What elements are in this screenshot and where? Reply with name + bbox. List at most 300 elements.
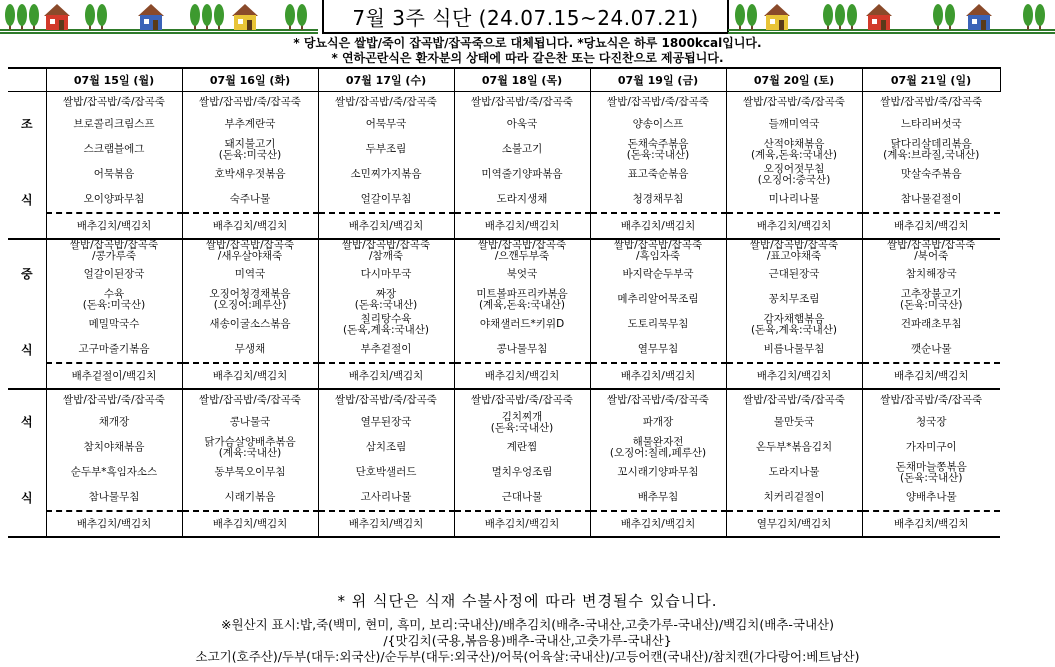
change-notice: * 위 식단은 식재 수불사정에 따라 변경될수 있습니다. — [337, 592, 718, 610]
dish-origin: (돈육:미국산) — [82, 298, 146, 311]
kimchi-item: 배추김치/백김치 — [454, 511, 590, 537]
menu-item — [454, 262, 590, 287]
kimchi-item: 배추김치/백김치 — [46, 511, 182, 537]
menu-item — [726, 92, 862, 113]
dish-name: 멸치우엉조림 — [491, 466, 553, 478]
dish-name: 채개장 — [98, 416, 130, 428]
weekly-menu-table — [8, 67, 1001, 538]
house-icon — [140, 15, 162, 30]
dish-name: 김치찌개 — [501, 410, 543, 423]
house-icon — [868, 15, 890, 30]
dish-origin: (돈육:국내산) — [626, 148, 690, 161]
meal-label: 중 — [8, 262, 46, 287]
tree-icon — [1023, 4, 1033, 26]
dish-name: 스크램블에그 — [83, 143, 145, 155]
origin-line: ※원산지 표시:밥,죽(백미, 현미, 흑미, 보리:국내산)/배추김치(배추-국내산,고춧가루-국내산)/백김치(배추-국내산) — [220, 617, 835, 632]
tree-icon — [945, 4, 955, 26]
meal-label — [8, 162, 46, 187]
dish-name: 양송이스프 — [632, 118, 684, 130]
menu-item — [862, 460, 1000, 485]
village-decoration-left — [0, 0, 318, 36]
dish-name: 도토리묵무침 — [627, 318, 689, 330]
kimchi-item: 배추김치/백김치 — [318, 363, 454, 389]
dish-name: 쌀밥/잡곡밥/잡곡죽 — [749, 239, 839, 251]
dish-origin: (오징어:중국산) — [757, 173, 831, 186]
dish-name: 소불고기 — [501, 143, 543, 155]
dish-name: 열무된장국 — [360, 416, 412, 428]
dish-name: 꽁치무조림 — [768, 293, 820, 305]
dish-origin: (계육,돈육:국내산) — [750, 148, 838, 161]
dish-name: 쌀밥/잡곡밥/잡곡죽 — [613, 239, 703, 251]
dish-name: 숙주나물 — [229, 193, 271, 205]
menu-item — [46, 287, 182, 312]
note-diabetic: * 당뇨식은 쌀밥/죽이 잡곡밥/잡곡죽으로 대체됩니다. *당뇨식은 하루 1800kcal입니다. — [293, 36, 762, 50]
dish-name: 고추장불고기 — [900, 287, 962, 300]
dish-name: 계란찜 — [506, 441, 538, 453]
menu-item — [862, 92, 1000, 113]
menu-item — [862, 162, 1000, 187]
dish-name: 양배추나물 — [905, 491, 957, 503]
dish-name: 브로콜리크림스프 — [73, 118, 155, 130]
menu-item — [862, 312, 1000, 337]
dish-name: 고사리나물 — [360, 491, 412, 503]
dish-origin: /참깨죽 — [369, 250, 403, 262]
dish-name: 미나리나물 — [768, 193, 820, 205]
menu-item — [726, 337, 862, 363]
menu-item — [318, 137, 454, 162]
menu-item — [182, 435, 318, 460]
menu-item — [318, 435, 454, 460]
dish-name: 쌀밥/잡곡밥/죽/잡곡죽 — [471, 95, 573, 108]
menu-item — [590, 187, 726, 213]
menu-item — [726, 162, 862, 187]
dish-name: 야채샐러드*키위D — [479, 318, 565, 330]
tree-icon — [190, 4, 200, 26]
dish-origin: (돈육,계육:국내산) — [750, 323, 838, 336]
page-title: 7월 3주 식단 (24.07.15~24.07.21) — [322, 0, 729, 34]
menu-item — [46, 410, 182, 435]
dish-origin: /으깬두부죽 — [494, 250, 550, 262]
menu-item — [318, 92, 454, 113]
menu-item — [318, 337, 454, 363]
menu-row — [8, 460, 1000, 485]
meal-label — [8, 287, 46, 312]
menu-item — [318, 112, 454, 137]
menu-row — [8, 312, 1000, 337]
kimchi-item: 배추김치/백김치 — [46, 213, 182, 239]
kimchi-item: 배추김치/백김치 — [726, 363, 862, 389]
dish-name: 참나물무침 — [88, 491, 140, 503]
dish-name: 쌀밥/잡곡밥/죽/잡곡죽 — [880, 95, 983, 108]
menu-item — [46, 162, 182, 187]
dish-origin: (계육:브라질,국내산) — [883, 148, 980, 161]
menu-item — [182, 162, 318, 187]
tree-icon — [214, 4, 224, 26]
menu-item — [590, 460, 726, 485]
meal-label — [8, 137, 46, 162]
day-header: 07월 18일 (목) — [454, 68, 590, 92]
menu-item — [726, 485, 862, 511]
dish-origin: /콩가루죽 — [91, 250, 137, 262]
menu-item — [590, 435, 726, 460]
dish-name: 미역국 — [234, 268, 266, 280]
dish-name: 쌀밥/잡곡밥/죽/잡곡죽 — [743, 95, 845, 108]
dish-name: 단호박샐러드 — [355, 466, 417, 478]
dish-name: 쌀밥/잡곡밥/죽/잡곡죽 — [199, 95, 301, 108]
menu-item — [454, 460, 590, 485]
tree-icon — [29, 4, 39, 26]
menu-item — [318, 312, 454, 337]
menu-item — [46, 460, 182, 485]
dish-name: 동부묵오이무침 — [214, 466, 286, 478]
dish-origin: (돈육:국내산) — [900, 471, 963, 484]
meal-label — [8, 239, 46, 262]
dish-name: 꼬시래기양파무침 — [617, 466, 699, 478]
dish-name: 쌀밥/잡곡밥/죽/잡곡죽 — [63, 393, 165, 406]
tree-icon — [202, 4, 212, 26]
dish-name: 다시마무국 — [360, 268, 412, 280]
menu-row — [8, 112, 1000, 137]
dish-origin: /새우살야채죽 — [217, 250, 283, 262]
dish-name: 근대나물 — [501, 491, 543, 503]
dish-name: 청경채무침 — [632, 193, 684, 205]
kimchi-row — [8, 511, 1000, 537]
menu-row — [8, 485, 1000, 511]
menu-item — [46, 337, 182, 363]
menu-item — [726, 460, 862, 485]
header — [0, 0, 1055, 36]
menu-item — [318, 410, 454, 435]
menu-item — [182, 137, 318, 162]
menu-item — [590, 312, 726, 337]
menu-item — [46, 92, 182, 113]
menu-item — [318, 389, 454, 410]
meal-label: 식 — [8, 337, 46, 363]
kimchi-item: 배추김치/백김치 — [454, 363, 590, 389]
tree-icon — [297, 4, 307, 26]
dish-name: 쌀밥/잡곡밥/죽/잡곡죽 — [335, 95, 437, 108]
house-icon — [234, 15, 256, 30]
menu-item — [182, 485, 318, 511]
tree-icon — [5, 4, 15, 26]
menu-item — [862, 485, 1000, 511]
notes — [0, 36, 1055, 66]
dish-origin: (오징어:페루산) — [213, 298, 287, 311]
kimchi-item: 배추김치/백김치 — [726, 213, 862, 239]
day-header: 07월 15일 (월) — [46, 68, 182, 92]
dish-name: 두부조림 — [365, 143, 407, 155]
dish-name: 깻순나물 — [910, 343, 952, 355]
dish-name: 느타리버섯국 — [900, 118, 962, 130]
menu-item — [182, 92, 318, 113]
dish-origin: (돈육:국내산) — [354, 298, 418, 311]
menu-item — [726, 312, 862, 337]
kimchi-item: 배추김치/백김치 — [182, 511, 318, 537]
menu-item — [590, 337, 726, 363]
dish-name: 도라지생채 — [496, 193, 548, 205]
menu-row — [8, 137, 1000, 162]
menu-item — [318, 262, 454, 287]
menu-row — [8, 239, 1000, 262]
menu-item — [862, 337, 1000, 363]
house-icon — [766, 15, 788, 30]
menu-item — [454, 389, 590, 410]
dish-name: 쌀밥/잡곡밥/죽/잡곡죽 — [471, 393, 573, 406]
day-header: 07월 16일 (화) — [182, 68, 318, 92]
meal-label — [8, 363, 46, 389]
dish-name: 비름나물무침 — [763, 343, 825, 355]
day-header-row — [8, 68, 1000, 92]
meal-label: 식 — [8, 485, 46, 511]
dish-name: 해물완자전 — [632, 435, 684, 448]
dish-name: 메추리알어묵조림 — [617, 293, 699, 305]
menu-item — [862, 187, 1000, 213]
menu-item — [454, 92, 590, 113]
menu-row — [8, 187, 1000, 213]
kimchi-item: 배추김치/백김치 — [862, 363, 1000, 389]
menu-item — [590, 92, 726, 113]
dish-name: 청국장 — [916, 416, 947, 428]
menu-item — [318, 162, 454, 187]
dish-name: 온두부*볶음김치 — [755, 441, 833, 453]
menu-item — [454, 239, 590, 262]
menu-row — [8, 262, 1000, 287]
meal-label: 식 — [8, 187, 46, 213]
menu-item — [46, 187, 182, 213]
dish-name: 삼치조림 — [365, 441, 407, 453]
dish-origin: /흑임자죽 — [635, 250, 681, 262]
dish-name: 오이양파무침 — [83, 193, 145, 205]
dish-name: 물만둣국 — [773, 416, 815, 428]
dish-name: 쌀밥/잡곡밥/죽/잡곡죽 — [880, 393, 983, 406]
menu-item — [182, 112, 318, 137]
dish-name: 참치야채볶음 — [83, 441, 145, 453]
dish-name: 호박새우젓볶음 — [214, 168, 286, 180]
tree-icon — [835, 4, 845, 26]
dish-name: 시래기볶음 — [224, 491, 276, 503]
menu-item — [182, 312, 318, 337]
dish-name: 감자채햄볶음 — [763, 312, 825, 325]
menu-body — [8, 92, 1000, 538]
dish-name: 맛살숙주볶음 — [900, 168, 962, 180]
dish-name: 쌀밥/잡곡밥/죽/잡곡죽 — [607, 393, 709, 406]
menu-item — [46, 112, 182, 137]
dish-name: 무생채 — [234, 343, 266, 355]
kimchi-item: 배추김치/백김치 — [182, 213, 318, 239]
menu-item — [862, 137, 1000, 162]
dish-name: 돈채마늘쫑볶음 — [895, 460, 967, 473]
meal-label — [8, 389, 46, 410]
tree-icon — [97, 4, 107, 26]
dish-name: 순두부*흑임자소스 — [70, 466, 158, 478]
dish-origin: (오징어:칠레,페루산) — [609, 446, 707, 459]
menu-item — [590, 287, 726, 312]
dish-name: 참나물겉절이 — [900, 193, 962, 205]
menu-item — [318, 287, 454, 312]
menu-item — [182, 410, 318, 435]
menu-row — [8, 410, 1000, 435]
dish-name: 쌀밥/잡곡밥/잡곡죽 — [205, 239, 295, 251]
kimchi-item: 배추김치/백김치 — [318, 511, 454, 537]
menu-item — [318, 239, 454, 262]
dish-origin: (돈육,계육:국내산) — [342, 323, 430, 336]
tree-icon — [285, 4, 295, 26]
meal-label — [8, 312, 46, 337]
dish-name: 도라지나물 — [768, 466, 820, 478]
dish-name: 배추무침 — [637, 491, 679, 503]
menu-item — [46, 389, 182, 410]
menu-item — [46, 262, 182, 287]
origin-info — [0, 617, 1055, 665]
dish-name: 치커리겉절이 — [763, 491, 825, 503]
kimchi-item: 배추겉절이/백김치 — [46, 363, 182, 389]
dish-name: 쌀밥/잡곡밥/죽/잡곡죽 — [63, 95, 165, 108]
tree-icon — [823, 4, 833, 26]
menu-item — [454, 187, 590, 213]
dish-name: 닭다리살데리볶음 — [890, 137, 972, 150]
origin-line: 소고기(호주산)/두부(대두:외국산)/순두부(대두:외국산)/어묵(어육살:국내산)/고등어캔(국내산)/참치캔(가다랑어:베트남산) — [195, 649, 860, 664]
dish-name: 미역줄기양파볶음 — [481, 168, 563, 180]
dish-origin: (돈육:미국산) — [900, 298, 963, 311]
menu-item — [182, 262, 318, 287]
tree-icon — [85, 4, 95, 26]
menu-item — [454, 137, 590, 162]
dish-name: 쌀밥/잡곡밥/죽/잡곡죽 — [607, 95, 709, 108]
menu-item — [726, 137, 862, 162]
dish-origin: (계육,돈육:국내산) — [478, 298, 566, 311]
menu-item — [182, 239, 318, 262]
kimchi-item: 배추김치/백김치 — [590, 511, 726, 537]
menu-item — [182, 460, 318, 485]
menu-item — [590, 485, 726, 511]
menu-item — [182, 337, 318, 363]
meal-label: 석 — [8, 410, 46, 435]
dish-name: 산적야채볶음 — [763, 137, 825, 150]
tree-icon — [1035, 4, 1045, 26]
kimchi-item: 열무김치/백김치 — [726, 511, 862, 537]
menu-item — [726, 112, 862, 137]
menu-item — [46, 485, 182, 511]
dish-name: 수육 — [103, 287, 125, 300]
dish-name: 어묵볶음 — [93, 168, 135, 180]
dish-name: 참치해장국 — [905, 268, 957, 280]
menu-item — [862, 389, 1000, 410]
menu-item — [590, 239, 726, 262]
menu-item — [46, 435, 182, 460]
dish-name: 칠리탕수육 — [360, 312, 412, 325]
menu-item — [726, 410, 862, 435]
kimchi-item: 배추김치/백김치 — [318, 213, 454, 239]
meal-label: 조 — [8, 112, 46, 137]
origin-line: /{맛김치(국용,볶음용)배추-국내산,고춧가루-국내산} — [383, 633, 672, 648]
menu-item — [46, 239, 182, 262]
menu-item — [454, 112, 590, 137]
menu-row — [8, 389, 1000, 410]
house-icon — [46, 15, 68, 30]
dish-name: 가자미구이 — [905, 441, 957, 453]
dish-name: 열무무침 — [637, 343, 679, 355]
dish-name: 아욱국 — [506, 118, 538, 130]
dish-name: 부추겉절이 — [360, 343, 412, 355]
dish-name: 건파래초무침 — [900, 318, 962, 330]
day-header: 07월 19일 (금) — [590, 68, 726, 92]
menu-item — [862, 435, 1000, 460]
note-dysphagia: * 연하곤란식은 환자분의 상태에 따라 갈은찬 또는 다진찬으로 제공됩니다. — [331, 51, 724, 65]
tree-icon — [735, 4, 745, 26]
dish-name: 콩나물무침 — [496, 343, 548, 355]
menu-item — [726, 435, 862, 460]
menu-item — [318, 485, 454, 511]
kimchi-item: 배추김치/백김치 — [590, 213, 726, 239]
menu-item — [318, 187, 454, 213]
menu-item — [454, 337, 590, 363]
kimchi-row — [8, 363, 1000, 389]
kimchi-item: 배추김치/백김치 — [590, 363, 726, 389]
menu-row — [8, 287, 1000, 312]
menu-item — [862, 262, 1000, 287]
dish-name: 돈채숙주볶음 — [627, 137, 689, 150]
day-header: 07월 21일 (일) — [862, 68, 1000, 92]
menu-item — [726, 239, 862, 262]
menu-item — [862, 239, 1000, 262]
kimchi-item: 배추김치/백김치 — [454, 213, 590, 239]
kimchi-item: 배추김치/백김치 — [862, 511, 1000, 537]
kimchi-item: 배추김치/백김치 — [862, 213, 1000, 239]
meal-label — [8, 435, 46, 460]
menu-row — [8, 92, 1000, 113]
menu-item — [182, 287, 318, 312]
dish-name: 메밀막국수 — [88, 318, 140, 330]
menu-item — [318, 460, 454, 485]
dish-name: 들깨미역국 — [768, 118, 820, 130]
dish-name: 얼갈이된장국 — [83, 268, 145, 280]
dish-name: 근대된장국 — [768, 268, 820, 280]
menu-item — [590, 410, 726, 435]
menu-item — [182, 187, 318, 213]
corner-cell — [8, 68, 46, 92]
menu-item — [46, 137, 182, 162]
dish-name: 돼지불고기 — [224, 137, 276, 150]
dish-name: 쌀밥/잡곡밥/잡곡죽 — [341, 239, 431, 251]
menu-item — [590, 112, 726, 137]
dish-name: 콩나물국 — [229, 416, 271, 428]
day-header: 07월 20일 (토) — [726, 68, 862, 92]
dish-name: 오징어청경채볶음 — [209, 287, 291, 300]
dish-name: 쌀밥/잡곡밥/죽/잡곡죽 — [199, 393, 301, 406]
dish-name: 쌀밥/잡곡밥/잡곡죽 — [69, 239, 159, 251]
tree-icon — [747, 4, 757, 26]
kimchi-row — [8, 213, 1000, 239]
menu-item — [726, 262, 862, 287]
dish-name: 쌀밥/잡곡밥/잡곡죽 — [887, 239, 976, 251]
dish-name: 새송이굴소스볶음 — [209, 318, 291, 330]
dish-origin: (돈육:국내산) — [490, 421, 554, 434]
dish-name: 쌀밥/잡곡밥/죽/잡곡죽 — [743, 393, 845, 406]
menu-item — [726, 187, 862, 213]
dish-origin: (계육:국내산) — [218, 446, 282, 459]
meal-label — [8, 460, 46, 485]
menu-item — [590, 137, 726, 162]
menu-item — [454, 312, 590, 337]
menu-item — [454, 410, 590, 435]
menu-item — [726, 287, 862, 312]
dish-name: 얼갈이무침 — [360, 193, 412, 205]
menu-item — [726, 389, 862, 410]
menu-item — [862, 287, 1000, 312]
dish-name: 표고죽순볶음 — [627, 168, 689, 180]
dish-name: 미트볼파프리카볶음 — [476, 287, 568, 300]
menu-item — [590, 262, 726, 287]
